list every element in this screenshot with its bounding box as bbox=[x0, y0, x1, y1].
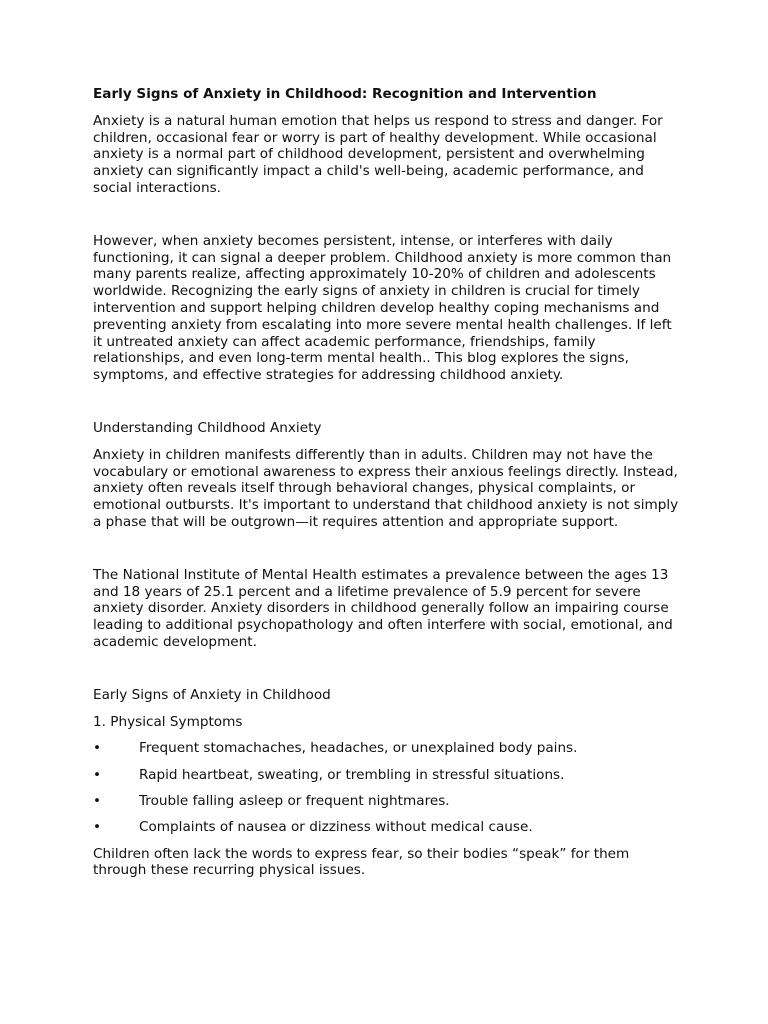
paragraph-spacer bbox=[93, 207, 683, 233]
list-item-text: Complaints of nausea or dizziness without medical cause. bbox=[139, 819, 533, 836]
section-heading-early-signs: Early Signs of Anxiety in Childhood bbox=[93, 686, 331, 703]
list-item bbox=[93, 819, 683, 836]
paragraph-spacer bbox=[93, 394, 683, 420]
bullet-icon: • bbox=[93, 819, 102, 836]
paragraph-spacer bbox=[93, 541, 683, 567]
list-item bbox=[93, 740, 683, 757]
bullet-icon: • bbox=[93, 792, 102, 809]
intro-paragraph-2: However, when anxiety becomes persistent, intense, or interferes with daily functioning, it can signal a deeper problem. Childhood anxiety is more common than many parents realize, affecting approximately 10-20% of children and adolescents worldwide. Recognizing the early signs of anxiety in children is crucial for timely intervention and support helping children develop healthy coping mechanisms and preventing anxiety from escalating into more severe mental health challenges. If left it untreated anxiety can affect academic performance, friendships, family relationships, and even long-term mental health.. This blog explores the signs, symptoms, and effective strategies for addressing childhood anxiety. bbox=[93, 232, 672, 384]
intro-paragraph-1: Anxiety is a natural human emotion that helps us respond to stress and danger. For children, occasional fear or worry is part of healthy development. While occasional anxiety is a normal part of childhood development, persistent and overwhelming anxiety can significantly impact a child's well-being, academic performance, and social interactions. bbox=[93, 112, 663, 196]
bullet-list bbox=[93, 740, 683, 836]
paragraph-spacer bbox=[93, 661, 683, 687]
section1-paragraph-2: The National Institute of Mental Health estimates a prevalence between the ages 13 and 18 years of 25.1 percent and a lifetime prevalence of 5.9 percent for severe anxiety disorder. Anxiety disorders in childhood generally follow an impairing course leading to additional psychopathology and often interfere with social, emotional, and academic development. bbox=[93, 566, 673, 650]
bullet-icon: • bbox=[93, 740, 102, 757]
list-item-text: Frequent stomachaches, headaches, or unexplained body pains. bbox=[139, 740, 578, 757]
list-item-text: Trouble falling asleep or frequent nightmares. bbox=[139, 792, 450, 809]
subsection-heading-physical-symptoms: 1. Physical Symptoms bbox=[93, 713, 243, 730]
list-item bbox=[93, 793, 683, 810]
document-page bbox=[93, 86, 683, 889]
section-heading-understanding: Understanding Childhood Anxiety bbox=[93, 419, 322, 436]
list-item bbox=[93, 767, 683, 784]
bullet-icon: • bbox=[93, 766, 102, 783]
section1-paragraph-1: Anxiety in children manifests differently than in adults. Children may not have the vocabulary or emotional awareness to express their anxious feelings directly. Instead, anxiety often reveals itself through behavioral changes, physical complaints, or emotional outbursts. It's important to understand that childhood anxiety is not simply a phase that will be outgrown—it requires attention and appropriate support. bbox=[93, 446, 679, 530]
closing-paragraph: Children often lack the words to express fear, so their bodies “speak” for them through these recurring physical issues. bbox=[93, 845, 630, 879]
document-title: Early Signs of Anxiety in Childhood: Recognition and Intervention bbox=[93, 86, 597, 102]
list-item-text: Rapid heartbeat, sweating, or trembling in stressful situations. bbox=[139, 766, 565, 783]
